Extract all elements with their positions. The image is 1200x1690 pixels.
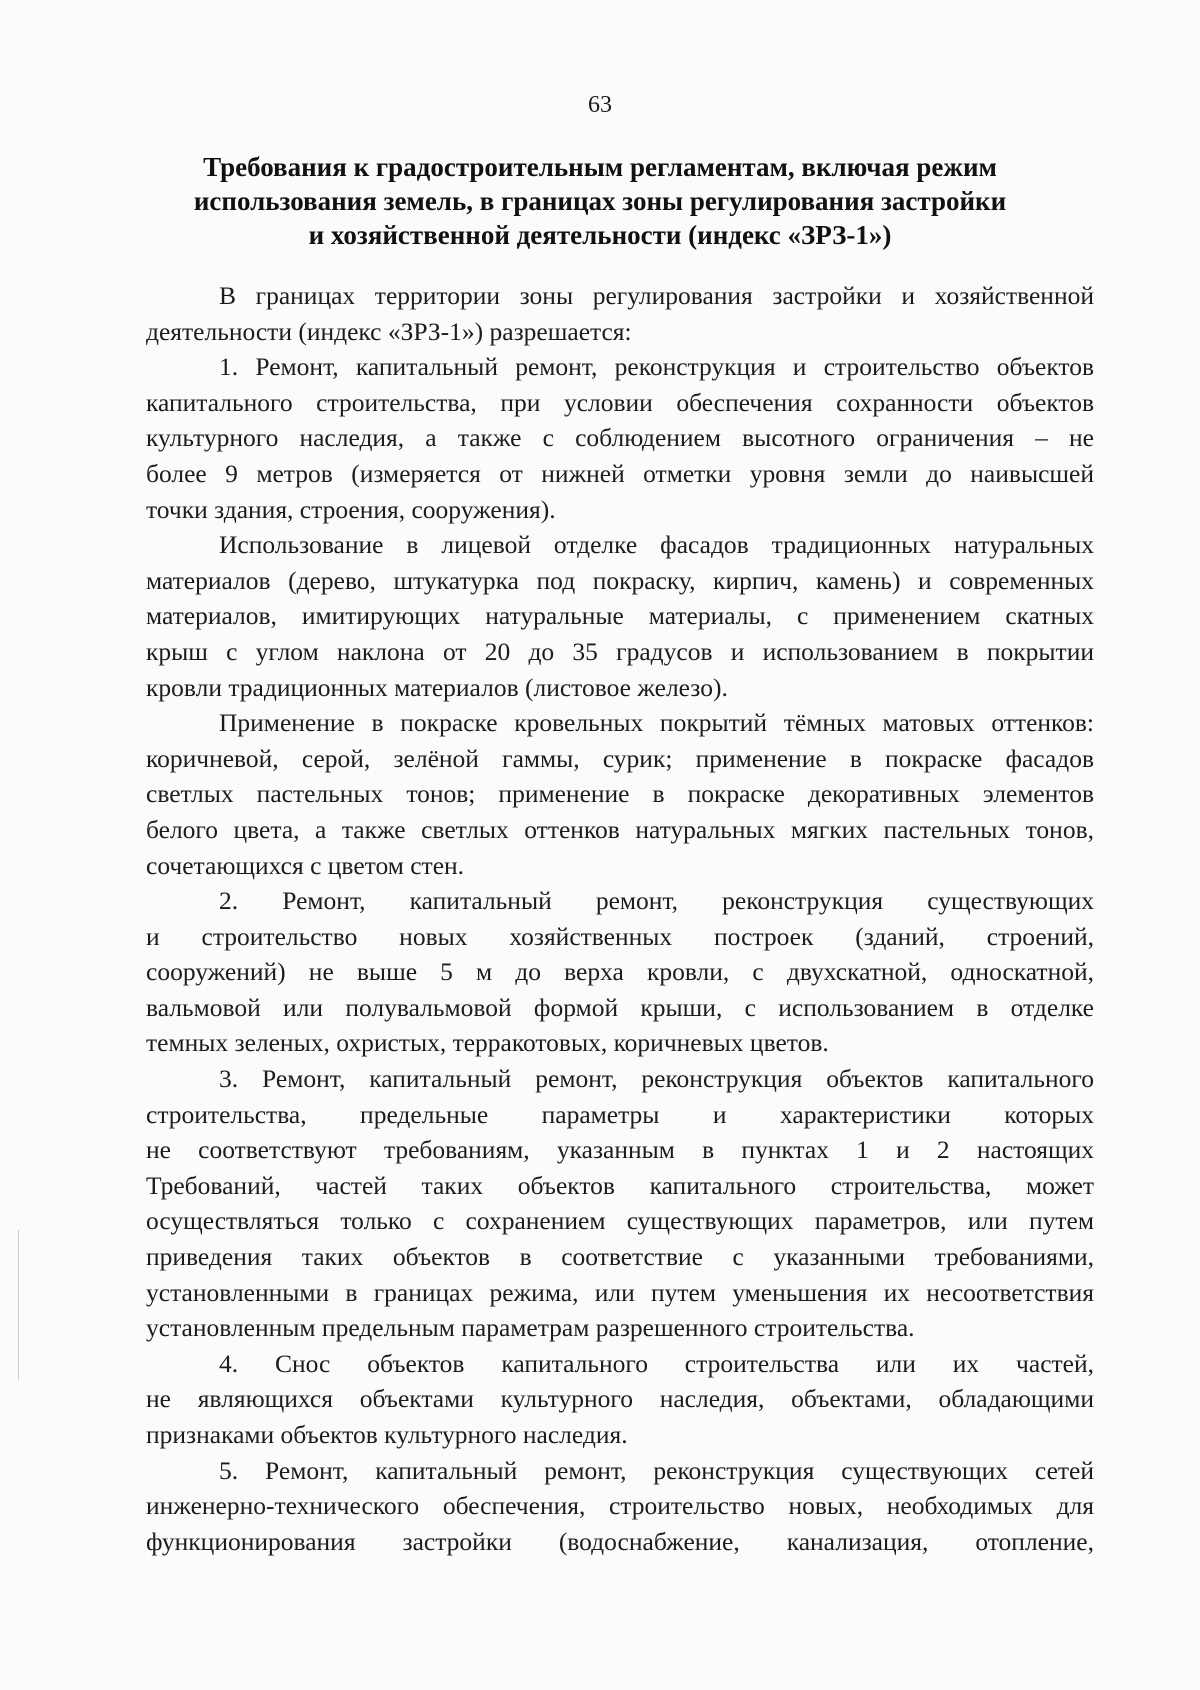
text-line: строительства, предельные параметры и характеристики которых [146,1099,1094,1129]
paragraph-colors [146,705,1094,883]
paragraph-item-2 [146,883,1094,1061]
text-line: точки здания, строения, сооружения). [146,494,556,524]
text-line: функционирования застройки (водоснабжение, канализация, отопление, [146,1526,1094,1556]
text-line: сочетающихся с цветом стен. [146,850,465,880]
text-line: вальмовой или полувальмовой формой крыши, с использованием в отделке [146,992,1094,1022]
page-number: 63 [588,92,612,118]
title-line: использования земель, в границах зоны регулирования застройки [193,186,1007,216]
text-line: признаками объектов культурного наследия. [146,1420,628,1449]
text-line: капитального строительства, при условии обеспечения сохранности объектов [146,387,1094,417]
text-line: В границах территории зоны регулирования застройки и хозяйственной [219,281,1094,310]
paragraph-item-4 [146,1346,1094,1453]
text-line: инженерно-технического обеспечения, строительство новых, необходимых для [146,1491,1094,1521]
document-body [146,278,1094,1559]
text-line: 1. Ремонт, капитальный ремонт, реконструкция и строительство объектов [219,352,1094,382]
paragraph-item-5 [146,1453,1094,1560]
text-line: Использование в лицевой отделке фасадов традиционных натуральных [219,530,1094,560]
text-line: сооружений) не выше 5 м до верха кровли, с двухскатной, односкатной, [146,957,1094,987]
text-line: установленным предельным параметрам разрешенного строительства. [146,1313,915,1343]
text-line: деятельности (индекс «ЗРЗ-1») разрешается: [146,316,632,346]
text-line: более 9 метров (измеряется от нижней отметки уровня земли до наивысшей [146,458,1094,488]
text-line: Требований, частей таких объектов капитального строительства, может [146,1170,1094,1200]
text-line: материалов (дерево, штукатурка под покраску, кирпич, камень) и современных [146,565,1094,595]
text-line: осуществляться только с сохранением существующих параметров, или путем [146,1206,1094,1236]
text-line: светлых пастельных тонов; применение в покраске декоративных элементов [146,779,1094,809]
text-line: 4. Снос объектов капитального строительства или их частей, [219,1348,1094,1378]
title-line: и хозяйственной деятельности (индекс «ЗРЗ-1») [308,220,892,250]
text-line: и строительство новых хозяйственных построек (зданий, строений, [146,921,1094,951]
text-line: кровли традиционных материалов (листовое железо). [146,672,728,702]
paragraph-item-3 [146,1061,1094,1346]
text-line: материалов, имитирующих натуральные материалы, с применением скатных [146,601,1094,631]
text-line: Применение в покраске кровельных покрытий тёмных матовых оттенков: [219,708,1094,738]
text-line: не соответствуют требованиям, указанным в пунктах 1 и 2 настоящих [146,1135,1094,1165]
paragraph-intro [146,278,1094,349]
text-line: не являющихся объектами культурного наследия, объектами, обладающими [146,1384,1094,1414]
document-title [150,150,1050,252]
text-line: крыш с углом наклона от 20 до 35 градусов и использованием в покрытии [146,636,1094,666]
text-line: коричневой, серой, зелёной гаммы, сурик; применение в покраске фасадов [146,743,1094,773]
text-line: культурного наследия, а также с соблюдением высотного ограничения – не [146,423,1094,453]
text-line: 3. Ремонт, капитальный ремонт, реконструкция объектов капитального [219,1064,1094,1094]
text-line: 5. Ремонт, капитальный ремонт, реконструкция существующих сетей [219,1455,1094,1485]
paragraph-facade-materials [146,527,1094,705]
text-line: приведения таких объектов в соответствие с указанными требованиями, [146,1242,1094,1272]
text-line: белого цвета, а также светлых оттенков натуральных мягких пастельных тонов, [146,814,1094,844]
text-line: темных зеленых, охристых, терракотовых, коричневых цветов. [146,1028,829,1058]
text-line: 2. Ремонт, капитальный ремонт, реконструкция существующих [219,886,1094,916]
title-line: Требования к градостроительным регламентам, включая режим [203,152,997,182]
text-line: установленными в границах режима, или путем уменьшения их несоответствия [146,1277,1094,1307]
paragraph-item-1 [146,349,1094,527]
scan-margin-mark [18,1230,19,1380]
